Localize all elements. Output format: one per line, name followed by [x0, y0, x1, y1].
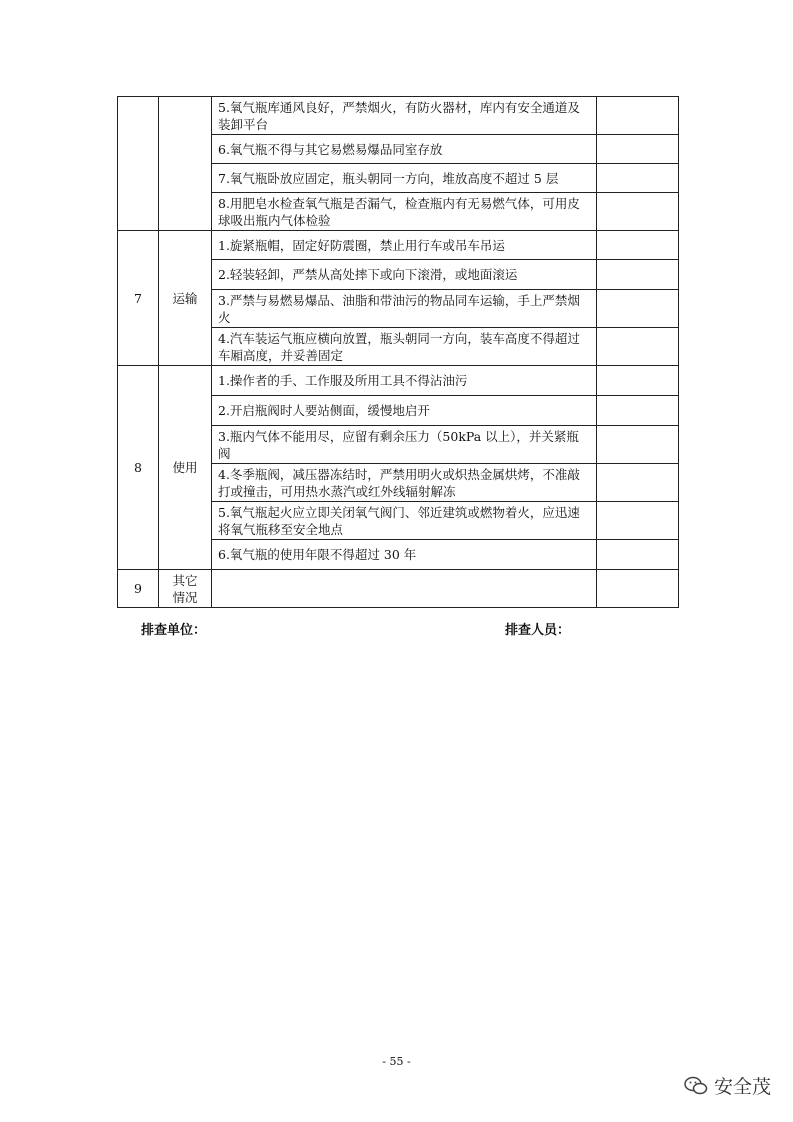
row-number-cell: 8 [118, 366, 159, 570]
check-item: 5.氧气瓶库通风良好，严禁烟火，有防火器材，库内有安全通道及装卸平台 [212, 97, 597, 135]
result-cell[interactable] [597, 540, 679, 570]
page-number: - 55 - [382, 1055, 411, 1068]
check-item: 6.氧气瓶的使用年限不得超过 30 年 [212, 540, 597, 570]
inspector-label: 排查人员： [505, 623, 571, 638]
result-cell[interactable] [597, 260, 679, 290]
result-cell[interactable] [597, 135, 679, 164]
watermark [684, 1072, 771, 1099]
wechat-icon [684, 1076, 708, 1096]
category-cell: 运输 [159, 231, 212, 366]
table-row [118, 97, 679, 135]
category-cell: 使用 [159, 366, 212, 570]
check-item: 1.操作者的手、工作服及所用工具不得沾油污 [212, 366, 597, 396]
check-item: 1.旋紧瓶帽，固定好防震圈，禁止用行车或吊车吊运 [212, 231, 597, 260]
result-cell[interactable] [597, 464, 679, 502]
result-cell[interactable] [597, 290, 679, 328]
check-item: 3.严禁与易燃易爆品、油脂和带油污的物品同车运输，手上严禁烟火 [212, 290, 597, 328]
check-item: 7.氧气瓶卧放应固定，瓶头朝同一方向，堆放高度不超过 5 层 [212, 164, 597, 193]
table-row [118, 366, 679, 396]
result-cell[interactable] [597, 328, 679, 366]
result-cell[interactable] [597, 502, 679, 540]
check-item: 4.冬季瓶阀，减压器冻结时，严禁用明火或炽热金属烘烤，不准敲打或撞击，可用热水蒸汽或红外线辐射解冻 [212, 464, 597, 502]
result-cell[interactable] [597, 164, 679, 193]
check-item: 2.轻装轻卸，严禁从高处摔下或向下滚滑，或地面滚运 [212, 260, 597, 290]
check-item: 4.汽车装运气瓶应横向放置，瓶头朝同一方向，装车高度不得超过车厢高度，并妥善固定 [212, 328, 597, 366]
result-cell[interactable] [597, 570, 679, 608]
result-cell[interactable] [597, 426, 679, 464]
inspection-unit-label: 排查单位： [141, 623, 207, 638]
category-cell: 其它情况 [159, 570, 212, 608]
result-cell[interactable] [597, 193, 679, 231]
row-number-cell: 7 [118, 231, 159, 366]
table-row [118, 231, 679, 260]
check-item[interactable] [212, 570, 597, 608]
check-item: 8.用肥皂水检查氧气瓶是否漏气，检查瓶内有无易燃气体，可用皮球吸出瓶内气体检验 [212, 193, 597, 231]
inspection-table [117, 96, 679, 608]
watermark-text: 安全茂 [714, 1076, 772, 1098]
result-cell[interactable] [597, 97, 679, 135]
row-number-cell: 9 [118, 570, 159, 608]
check-item: 3.瓶内气体不能用尽，应留有剩余压力（50kPa 以上），并关紧瓶阀 [212, 426, 597, 464]
check-item: 2.开启瓶阀时人要站侧面，缓慢地启开 [212, 396, 597, 426]
result-cell[interactable] [597, 231, 679, 260]
category-cell [159, 97, 212, 231]
result-cell[interactable] [597, 366, 679, 396]
check-item: 6.氧气瓶不得与其它易燃易爆品同室存放 [212, 135, 597, 164]
row-number-cell [118, 97, 159, 231]
check-item: 5.氧气瓶起火应立即关闭氧气阀门、邻近建筑或燃物着火，应迅速将氧气瓶移至安全地点 [212, 502, 597, 540]
result-cell[interactable] [597, 396, 679, 426]
table-row [118, 570, 679, 608]
